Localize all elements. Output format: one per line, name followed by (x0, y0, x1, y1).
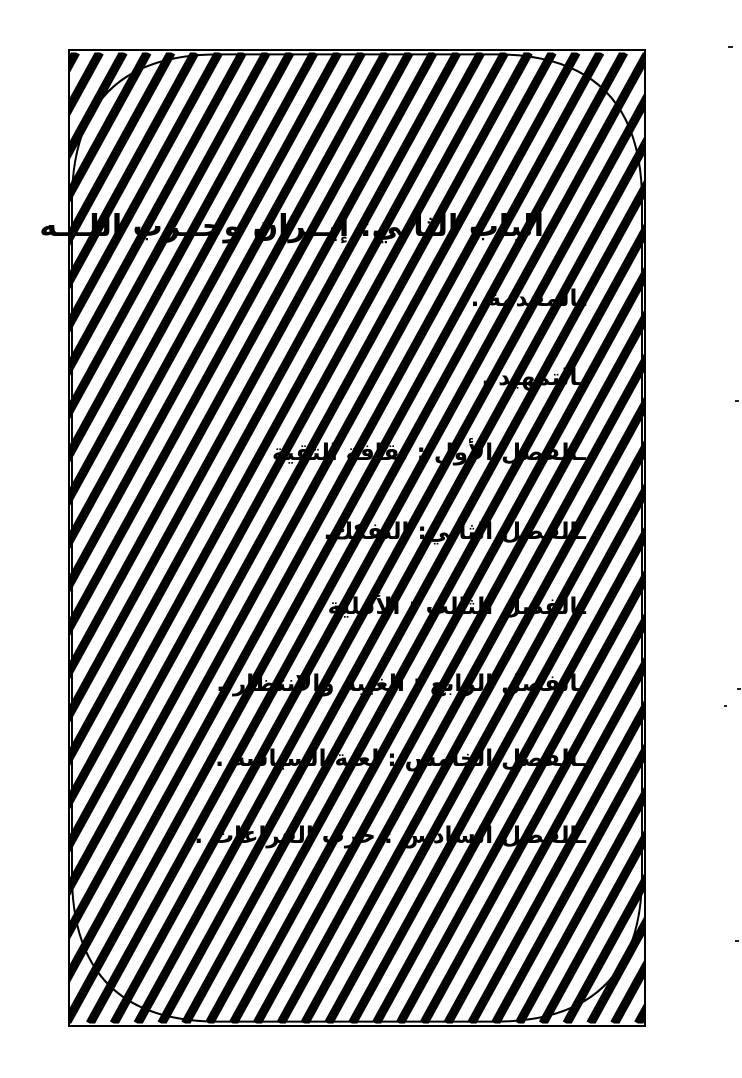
toc-item-chapter-5: ـالفصل الخامس : لعبة السياسة . (215, 746, 586, 772)
toc-item-chapter-2: ـالفصل الثاني: التفكك. (323, 519, 586, 545)
toc-item-chapter-1: ـالفصل الأول : ثقافة التقية . (255, 440, 586, 466)
scan-speck (735, 940, 739, 942)
scan-speck (728, 46, 733, 48)
scan-speck (735, 400, 739, 402)
toc-item-introduction: ـالمقدمة . (470, 286, 586, 312)
table-of-contents (39, 49, 646, 1027)
scan-speck (737, 688, 741, 690)
chapter-heading: الباب الثاني: إيــران وحــزب اللـــه (39, 209, 544, 244)
toc-item-preface: ـالتمهيد . (481, 365, 586, 391)
toc-item-chapter-3: ـالفصل الثالث : الأقلية . (310, 594, 586, 620)
toc-item-chapter-4: ـالفصل الرابع : الغيبة والانتظار . (216, 671, 586, 697)
scan-speck (724, 705, 727, 707)
toc-item-chapter-6: ـالفصل السادس : حرب الفراغات . (194, 823, 586, 849)
